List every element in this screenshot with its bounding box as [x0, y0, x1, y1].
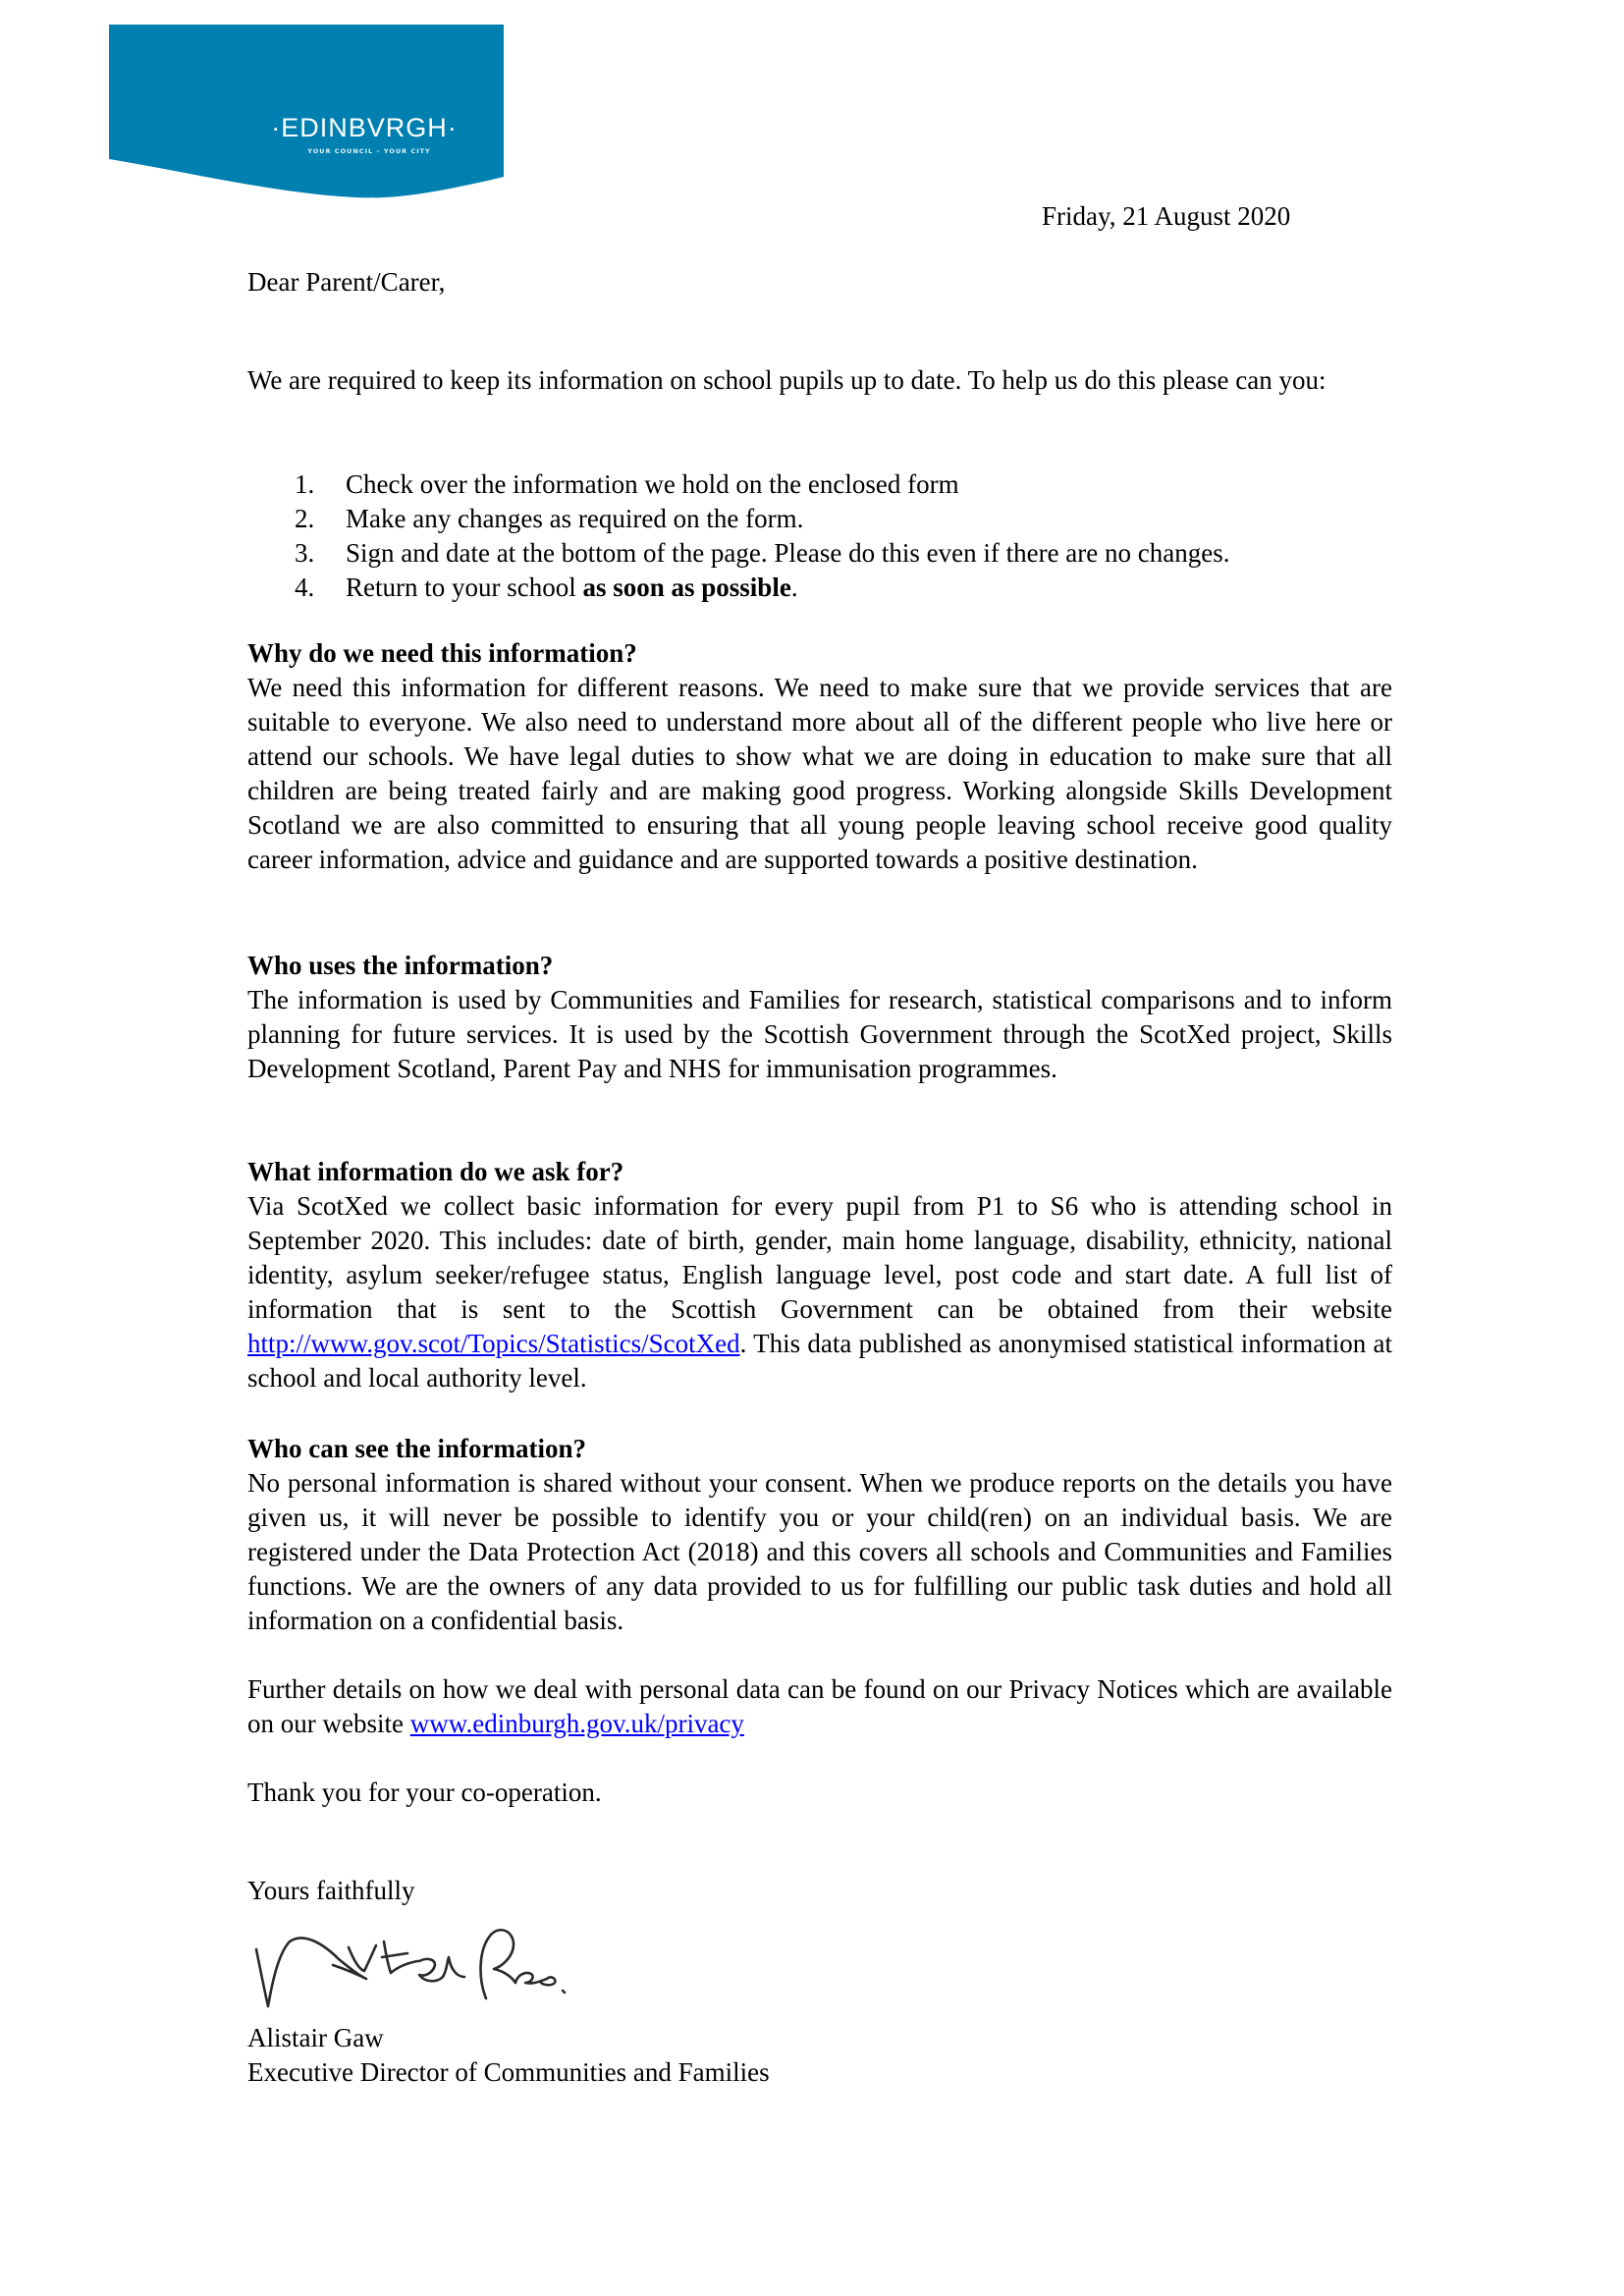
section-privacy — [247, 1672, 1392, 1741]
list-item-text: Check over the information we hold on the enclosed form — [346, 469, 959, 499]
list-item-text: Sign and date at the bottom of the page. Please do this even if there are no changes. — [346, 538, 1230, 568]
emphasis-text: as soon as possible — [582, 573, 791, 602]
logo-tagline: YOUR COUNCIL – YOUR CITY — [307, 147, 431, 155]
list-item — [247, 536, 1229, 571]
logo-banner-shape — [109, 25, 504, 199]
section-body: No personal information is shared without your consent. When we produce reports on the details you have given us, it will never be possible to identify you or your child(ren) on an individual basis. We are registered under the Data Protection Act (2018) and this covers all schools and Communities and Families functions. We are the owners of any data provided to us for fulfilling our public task duties and hold all information on a confidential basis. — [247, 1468, 1392, 1635]
intro-text: We are required to keep its information on school pupils up to date. To help us do this please can you: — [247, 365, 1326, 395]
section-why — [247, 636, 1392, 877]
list-number: 3. — [295, 538, 315, 568]
intro-paragraph — [247, 363, 1392, 398]
section-body-text-end: . This data published as anonymised statistical information at school and local authority level. — [247, 1329, 1392, 1393]
list-number: 1. — [295, 469, 315, 499]
section-heading: Who can see the information? — [247, 1434, 586, 1463]
section-who-uses — [247, 949, 1392, 1086]
list-item-text-end: . — [790, 573, 798, 602]
privacy-link[interactable]: www.edinburgh.gov.uk/privacy — [409, 1709, 744, 1738]
section-heading: What information do we ask for? — [247, 1157, 624, 1186]
list-item-text: Return to your school — [346, 573, 583, 602]
section-what-info — [247, 1155, 1392, 1395]
section-body-text: Via ScotXed we collect basic information for every pupil from P1 to S6 who is attending school in September 2020. This includes: date of birth, gender, main home language, disability, ethnicity, national identity, asylum seeker/refugee status, English language level, post code and start date. A full list of information that is sent to the Scottish Government can be obtained from their website — [247, 1191, 1392, 1324]
signer-title: Executive Director of Communities and Families — [247, 2057, 770, 2087]
letter-date: Friday, 21 August 2020 — [1042, 201, 1291, 231]
section-heading: Who uses the information? — [247, 951, 554, 980]
scotxed-link[interactable]: http://www.gov.scot/Topics/Statistics/ScotXed — [247, 1329, 740, 1358]
list-item — [247, 467, 1229, 502]
salutation: Dear Parent/Carer, — [247, 267, 446, 297]
section-body: We need this information for different reasons. We need to make sure that we provide services that are suitable to everyone. We also need to understand more about all of the different people who live here or attend our schools. We have legal duties to show what we are doing in education to make sure that all children are being treated fairly and are making good progress. Working alongside Skills Development Scotland we are also committed to ensuring that all young people leaving school receive good quality career information, advice and guidance and are supported towards a positive destination. — [247, 673, 1392, 874]
thanks-text: Thank you for your co-operation. — [247, 1777, 602, 1807]
logo-wordmark: ·EDINBVRGH· — [271, 113, 458, 142]
edinburgh-council-logo — [109, 25, 504, 199]
section-body — [247, 1672, 1392, 1741]
instruction-list — [247, 467, 1229, 605]
section-heading: Why do we need this information? — [247, 638, 637, 668]
list-item — [247, 502, 1229, 536]
closing-text: Yours faithfully — [247, 1876, 415, 1905]
list-item-text: Make any changes as required on the form. — [346, 504, 804, 533]
list-number: 2. — [295, 504, 315, 533]
signer-name: Alistair Gaw — [247, 2023, 384, 2052]
signature-image — [250, 1900, 643, 2013]
list-number: 4. — [295, 573, 315, 602]
section-body: The information is used by Communities and Families for research, statistical comparisons and to inform planning for future services. It is used by the Scottish Government through the ScotXed project, Skills Development Scotland, Parent Pay and NHS for immunisation programmes. — [247, 985, 1392, 1083]
section-who-can-see — [247, 1432, 1392, 1638]
list-item — [247, 571, 1229, 605]
section-body — [247, 1189, 1392, 1395]
section-body-text: Further details on how we deal with personal data can be found on our Privacy Notices which are available on our website — [247, 1674, 1392, 1738]
